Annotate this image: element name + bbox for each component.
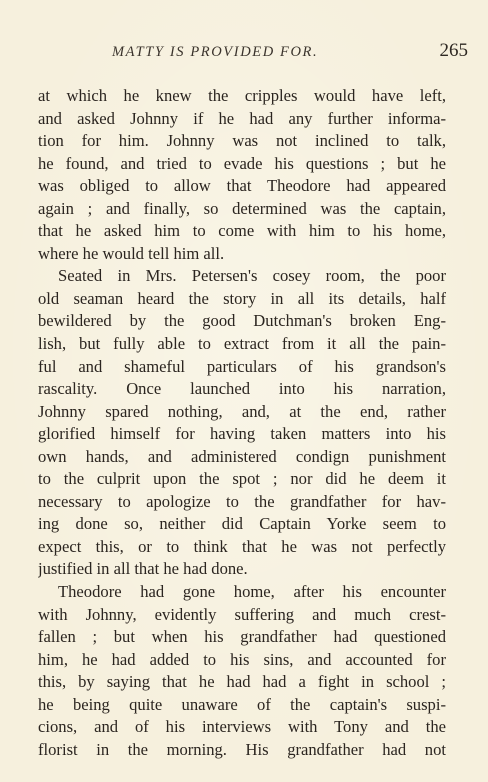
- running-title: MATTY IS PROVIDED FOR.: [112, 44, 319, 60]
- body-text: [38, 85, 446, 761]
- text-line: at which he knew the cripples would have left,: [38, 86, 446, 105]
- text-line: rascality. Once launched into his narration,: [38, 379, 446, 399]
- text-line: glorified himself for having taken matters into his: [38, 424, 446, 444]
- text-line: lish, but fully able to extract from it all the pain-: [38, 334, 446, 354]
- text-line: again ; and finally, so determined was the captain,: [38, 198, 446, 218]
- page-number: 265: [439, 40, 468, 61]
- text-line: he found, and tried to evade his questions ; but he: [38, 153, 446, 173]
- text-line: bewildered by the good Dutchman's broken Eng-: [38, 311, 446, 331]
- text-line: old seaman heard the story in all its details, half: [38, 288, 446, 308]
- text-line: he being quite unaware of the captain's suspi-: [38, 694, 446, 714]
- text-line: ful and shameful particulars of his grandson's: [38, 356, 446, 376]
- text-line: this, by saying that he had had a fight in school ;: [38, 672, 446, 692]
- text-line: Johnny spared nothing, and, at the end, rather: [38, 401, 446, 421]
- text-line: cions, and of his interviews with Tony and the: [38, 717, 446, 737]
- text-line: to the culprit upon the spot ; nor did he deem it: [38, 469, 446, 489]
- text-line: him, he had added to his sins, and accounted for: [38, 649, 446, 669]
- text-line: own hands, and administered condign punishment: [38, 446, 446, 466]
- text-line: fallen ; but when his grandfather had questioned: [38, 627, 446, 647]
- text-line: necessary to apologize to the grandfather for hav-: [38, 491, 446, 511]
- text-line: florist in the morning. His grandfather had not: [38, 739, 446, 759]
- text-line: and asked Johnny if he had any further informa-: [38, 108, 446, 128]
- text-line: tion for him. Johnny was not inclined to talk,: [38, 131, 446, 151]
- text-line: ing done so, neither did Captain Yorke seem to: [38, 514, 446, 534]
- text-line: Seated in Mrs. Petersen's cosey room, the poor: [58, 266, 446, 286]
- text-line: was obliged to allow that Theodore had appeared: [38, 176, 446, 196]
- text-line: expect this, or to think that he was not perfectly: [38, 536, 446, 556]
- text-line: with Johnny, evidently suffering and much crest-: [38, 604, 446, 624]
- text-line: where he would tell him all.: [38, 243, 225, 263]
- text-line: that he asked him to come with him to his home,: [38, 221, 446, 241]
- text-line: Theodore had gone home, after his encounter: [58, 582, 446, 602]
- running-head: [30, 40, 470, 64]
- text-line: justified in all that he had done.: [38, 559, 248, 579]
